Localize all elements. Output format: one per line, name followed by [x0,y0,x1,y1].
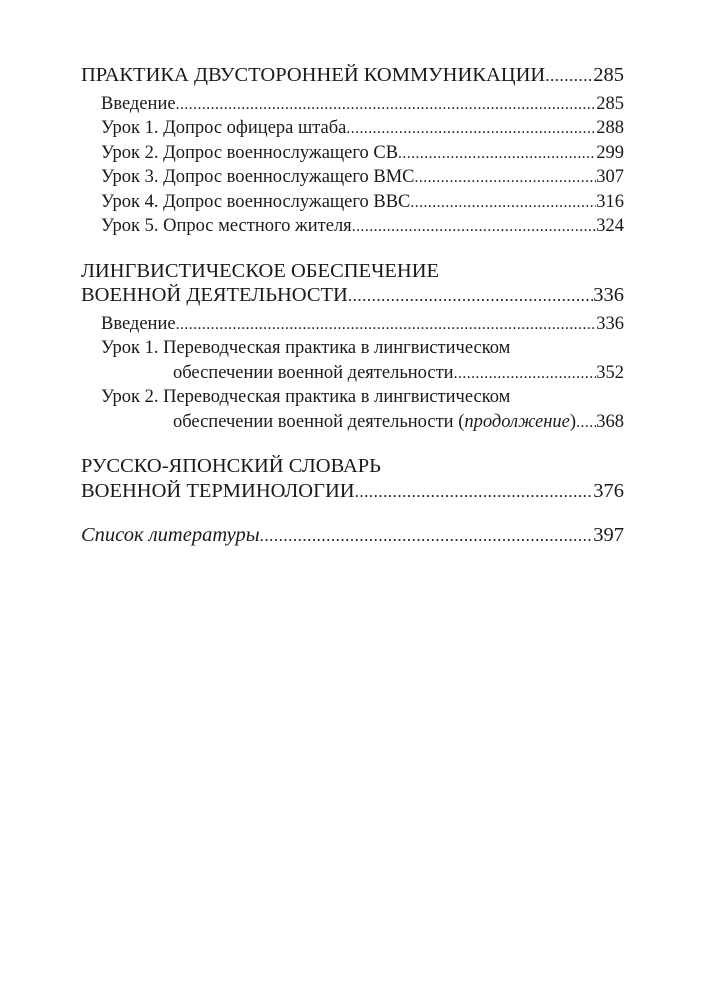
table-of-contents [81,63,624,568]
leader-dots [348,284,593,309]
toc-entry-label: Урок 5. Опрос местного жителя [101,216,352,236]
toc-entry[interactable] [81,190,624,215]
toc-entry-text: обеспечении военной деятельности ( [173,411,465,432]
toc-entry-label: Введение [101,313,176,334]
leader-dots [410,191,596,216]
leader-dots [576,411,596,436]
toc-section-title-line1 [81,454,624,479]
leader-dots [346,117,596,142]
leader-dots [352,215,597,240]
toc-section-linguistic-support [81,259,624,435]
leader-dots [454,362,597,387]
toc-subentries [81,312,624,435]
toc-page-number: 324 [596,216,624,236]
toc-page-number: 307 [596,167,624,187]
toc-entry-label: обеспечении военной деятельности [173,362,454,383]
toc-section-title: Список литературы [81,524,260,546]
toc-entry-label: Урок 4. Допрос военнослужащего ВВС [101,191,411,212]
toc-page-number: 285 [596,93,624,114]
toc-page-number: 352 [596,362,624,383]
toc-page-number: 336 [596,313,624,334]
toc-entry-label: Урок 1. Переводческая практика в лингвистическом [101,338,511,358]
toc-page-number: 299 [596,142,624,163]
toc-entry-line1[interactable] [81,385,624,410]
leader-dots [398,142,596,167]
toc-page-number: 288 [596,118,624,138]
toc-entry[interactable] [81,312,624,337]
toc-page-number: 397 [593,524,624,546]
toc-subentries [81,92,624,239]
toc-entry-label: Урок 2. Переводческая практика в лингвистическом [101,387,511,407]
toc-entry-line1[interactable] [81,336,624,361]
leader-dots [260,524,594,549]
toc-entry[interactable] [81,410,624,435]
toc-entry[interactable] [81,165,624,190]
toc-entry-label: Урок 3. Допрос военнослужащего ВМС [101,167,415,187]
toc-entry-label [173,410,576,435]
toc-entry[interactable] [81,523,624,548]
toc-section-title: ВОЕННОЙ ТЕРМИНОЛОГИИ [81,479,355,502]
toc-section-title: ВОЕННОЙ ДЕЯТЕЛЬНОСТИ [81,284,348,306]
toc-entry[interactable] [81,479,624,504]
toc-section-title: ЛИНГВИСТИЧЕСКОЕ ОБЕСПЕЧЕНИЕ [81,259,440,282]
toc-entry-text: ) [569,411,577,432]
leader-dots [545,64,593,89]
toc-entry[interactable] [81,361,624,386]
toc-page-number: 285 [593,64,624,86]
toc-page-number: 336 [593,284,624,306]
toc-section-title: РУССКО-ЯПОНСКИЙ СЛОВАРЬ [81,455,381,477]
toc-page-number: 316 [596,191,624,212]
leader-dots [176,93,597,118]
toc-section-title: ПРАКТИКА ДВУСТОРОННЕЙ КОММУНИКАЦИИ [81,64,546,86]
toc-entry-label: Введение [101,93,176,114]
toc-entry[interactable] [81,92,624,117]
toc-section-two-way-communication [81,63,624,239]
toc-entry[interactable] [81,116,624,141]
toc-page-number: 376 [593,479,624,502]
toc-entry-italic-text: продолжение [464,411,570,432]
toc-entry-label: Урок 2. Допрос военнослужащего СВ [101,142,399,163]
toc-entry[interactable] [81,141,624,166]
toc-entry[interactable] [81,283,624,308]
toc-section-dictionary [81,454,624,503]
toc-section-title-line1 [81,259,624,284]
toc-entry[interactable] [81,63,624,88]
toc-page-number: 368 [596,411,624,432]
toc-section-bibliography [81,523,624,548]
toc-entry[interactable] [81,214,624,239]
toc-entry-label: Урок 1. Допрос офицера штаба [101,118,347,138]
leader-dots [415,166,597,191]
leader-dots [355,480,594,505]
leader-dots [176,313,597,338]
